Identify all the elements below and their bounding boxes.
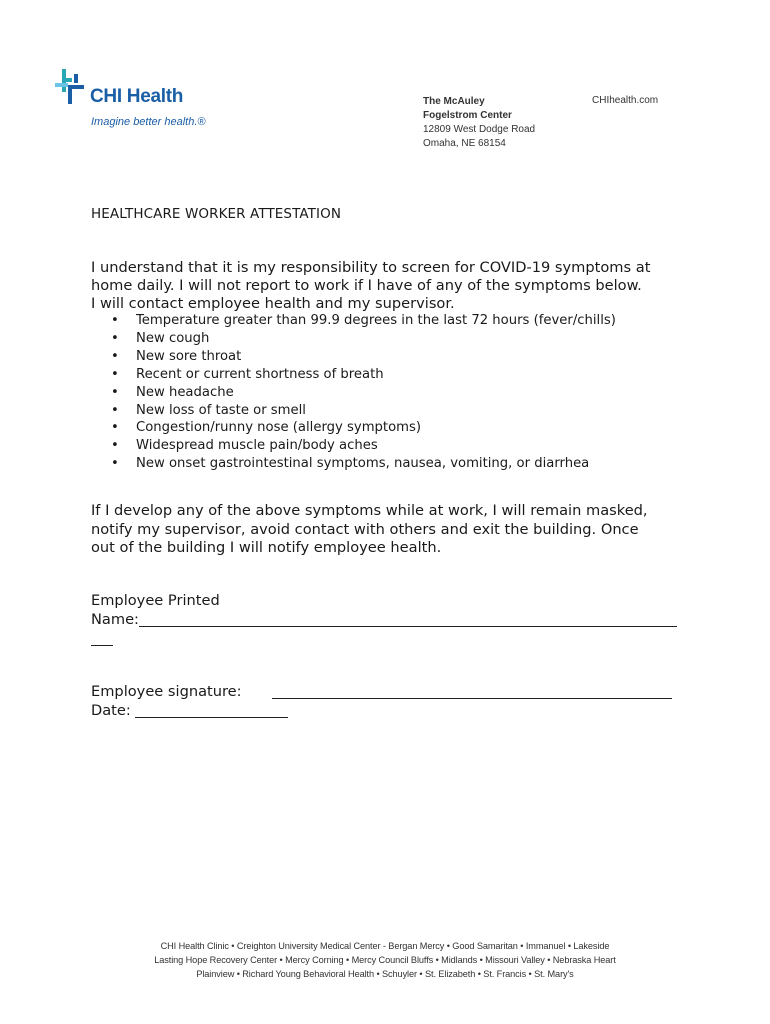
date-label: Date:: [91, 702, 131, 719]
brand-name: CHI Health: [90, 86, 184, 107]
paragraph-line: If I develop any of the above symptoms while at work, I will remain masked,: [91, 502, 648, 519]
footer-line: Plainview • Richard Young Behavioral Health • Schuyler • St. Elizabeth • St. Francis • St. Mary's: [196, 969, 574, 979]
symptom-item: • Widespread muscle pain/body aches: [91, 437, 616, 455]
symptom-item: • New loss of taste or smell: [91, 402, 616, 420]
address-line-4: Omaha, NE 68154: [423, 138, 506, 149]
footer-line: Lasting Hope Recovery Center • Mercy Corning • Mercy Council Bluffs • Midlands • Missouri Valley • Nebraska Heart: [154, 955, 616, 965]
chi-cross-logo-icon: [54, 66, 90, 106]
symptom-item: • Temperature greater than 99.9 degrees in the last 72 hours (fever/chills): [91, 312, 616, 330]
symptom-item: • New headache: [91, 384, 616, 402]
symptom-item: • New sore throat: [91, 348, 616, 366]
symptom-item: • New onset gastrointestinal symptoms, nausea, vomiting, or diarrhea: [91, 455, 616, 473]
brand-tagline: Imagine better health.®: [91, 116, 206, 128]
printed-name-label-line1: Employee Printed: [91, 592, 220, 609]
symptom-list: [91, 312, 616, 473]
paragraph-line: I will contact employee health and my supervisor.: [91, 295, 455, 312]
facility-address: [423, 95, 535, 151]
symptom-item: • Congestion/runny nose (allergy symptoms): [91, 419, 616, 437]
symptom-item: • Recent or current shortness of breath: [91, 366, 616, 384]
document-title: HEALTHCARE WORKER ATTESTATION: [91, 206, 342, 222]
paragraph-line: out of the building I will notify employee health.: [91, 539, 442, 556]
footer-line: CHI Health Clinic • Creighton University Medical Center - Bergan Mercy • Good Samaritan • Immanuel • Lakeside: [160, 941, 610, 951]
paragraph-line: I understand that it is my responsibility to screen for COVID-19 symptoms at: [91, 259, 651, 276]
chi-health-logo: [54, 66, 234, 136]
address-line-3: 12809 West Dodge Road: [423, 124, 536, 135]
signature-label: Employee signature:: [91, 683, 242, 700]
paragraph-line: notify my supervisor, avoid contact with others and exit the building. Once: [91, 520, 639, 538]
attestation-paragraph: [91, 259, 691, 313]
printed-name-input-line[interactable]: [139, 626, 677, 627]
at-work-paragraph: [91, 502, 691, 558]
printed-name-label-line2: Name:: [91, 611, 139, 628]
printed-name-input-line-continuation[interactable]: [91, 645, 113, 646]
website-link[interactable]: CHIhealth.com: [592, 95, 659, 106]
address-line-1: The McAuley: [423, 96, 485, 107]
address-line-2: Fogelstrom Center: [423, 110, 512, 121]
paragraph-line: home daily. I will not report to work if I have of any of the symptoms below.: [91, 277, 642, 294]
facility-footer: [0, 939, 770, 981]
symptom-item: • New cough: [91, 330, 616, 348]
date-input-line[interactable]: [135, 717, 288, 718]
signature-input-line[interactable]: [272, 698, 672, 699]
